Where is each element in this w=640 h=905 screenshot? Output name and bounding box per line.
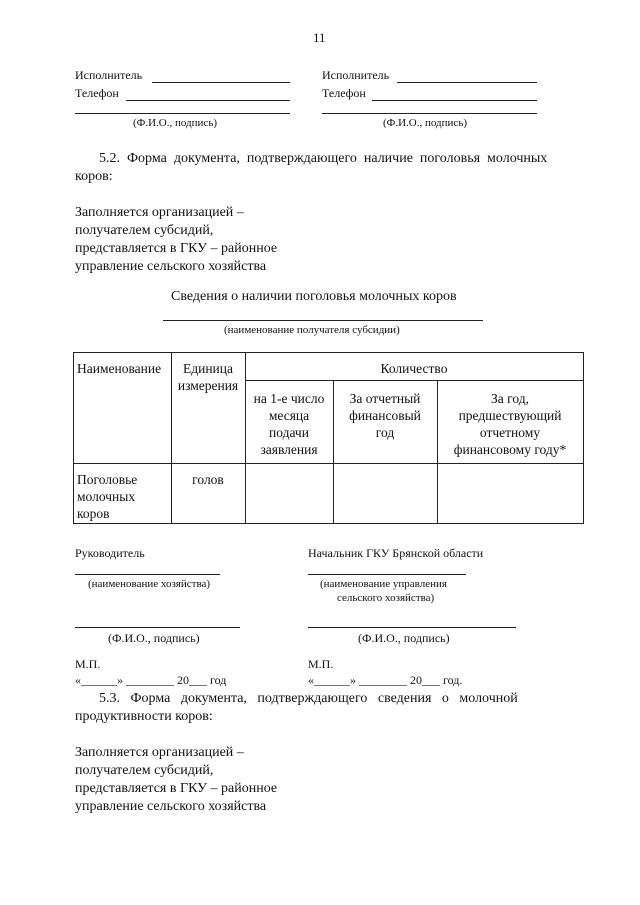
header-line: финансовый <box>349 408 421 423</box>
organization-caption: (наименование хозяйства) <box>88 578 211 590</box>
executor-label: Исполнитель <box>75 68 143 82</box>
header-line: месяца <box>268 408 310 423</box>
note-line: Заполняется организацией – <box>75 745 244 760</box>
header-line: заявления <box>260 442 318 457</box>
note-line: Заполняется организацией – <box>75 205 244 220</box>
head-label: Начальник ГКУ Брянской области <box>308 546 484 560</box>
organization-caption: сельского хозяйства) <box>337 592 435 604</box>
table-border <box>73 523 584 524</box>
row-name-line: коров <box>77 506 110 521</box>
phone-label: Телефон <box>75 86 119 100</box>
note-line: представляется в ГКУ – районное <box>75 781 278 796</box>
organization-caption: (наименование управления <box>320 578 447 590</box>
header-line: За отчетный <box>349 391 421 406</box>
phone-label: Телефон <box>322 86 366 100</box>
header-previous-year <box>437 390 583 458</box>
organization-line[interactable] <box>308 574 466 575</box>
executor-line[interactable] <box>152 82 290 83</box>
table-border <box>73 352 74 524</box>
head-label: Руководитель <box>75 546 145 560</box>
header-line: подачи <box>269 425 309 440</box>
header-line: отчетному <box>479 425 541 440</box>
executor-line[interactable] <box>397 82 537 83</box>
page-number: 11 <box>313 30 326 45</box>
signature-line[interactable] <box>75 113 290 114</box>
fio-line[interactable] <box>75 627 240 628</box>
table-border <box>73 352 584 353</box>
signature-line[interactable] <box>322 113 537 114</box>
fio-caption: (Ф.И.О., подпись) <box>358 631 450 645</box>
row-name-line: Поголовье <box>77 472 138 487</box>
header-reporting-year <box>333 390 437 441</box>
header-line: За год, <box>491 391 529 406</box>
signature-caption: (Ф.И.О., подпись) <box>383 117 467 129</box>
section-5-3-heading-cont: продуктивности коров: <box>75 709 213 724</box>
cell-previous-year-value[interactable] <box>438 464 582 522</box>
section-5-2-heading: 5.2. Форма документа, подтверждающего наличие поголовья молочных <box>99 151 548 166</box>
recipient-caption: (наименование получателя субсидии) <box>224 324 400 336</box>
fio-caption: (Ф.И.О., подпись) <box>108 631 200 645</box>
header-line: предшествующий <box>458 408 562 423</box>
executor-label: Исполнитель <box>322 68 390 82</box>
date-line[interactable]: «______» ________ 20___ год <box>75 673 227 687</box>
section-5-2-heading-cont: коров: <box>75 169 113 184</box>
note-line: управление сельского хозяйства <box>75 799 267 814</box>
phone-line[interactable] <box>372 100 537 101</box>
section-5-3-heading: 5.3. Форма документа, подтверждающего сведения о молочной <box>99 691 518 706</box>
organization-line[interactable] <box>75 574 220 575</box>
table-border <box>583 352 584 524</box>
note-line: управление сельского хозяйства <box>75 259 267 274</box>
header-line: год <box>375 425 395 440</box>
fio-line[interactable] <box>308 627 516 628</box>
note-line: получателем субсидий, <box>75 223 214 238</box>
header-unit <box>171 360 245 394</box>
stamp-label: М.П. <box>308 657 334 671</box>
livestock-table <box>73 352 584 524</box>
table-border <box>245 380 584 381</box>
form-title: Сведения о наличии поголовья молочных коров <box>171 289 457 304</box>
header-line: на 1-е число <box>253 391 325 406</box>
header-unit-line: измерения <box>177 378 239 393</box>
note-line: получателем субсидий, <box>75 763 214 778</box>
cell-first-day-value[interactable] <box>246 464 332 522</box>
date-line[interactable]: «______» ________ 20___ год. <box>308 673 463 687</box>
row-name <box>77 471 137 522</box>
signature-caption: (Ф.И.О., подпись) <box>133 117 217 129</box>
stamp-label: М.П. <box>75 657 101 671</box>
header-quantity: Количество <box>380 361 448 376</box>
header-line: финансовому году* <box>453 442 567 457</box>
phone-line[interactable] <box>126 100 290 101</box>
header-first-day <box>245 390 333 458</box>
recipient-name-line[interactable] <box>163 320 483 321</box>
note-line: представляется в ГКУ – районное <box>75 241 278 256</box>
header-unit-line: Единица <box>182 361 233 376</box>
row-name-line: молочных <box>77 489 136 504</box>
cell-reporting-year-value[interactable] <box>334 464 436 522</box>
row-unit: голов <box>192 472 224 487</box>
header-name: Наименование <box>77 361 162 376</box>
